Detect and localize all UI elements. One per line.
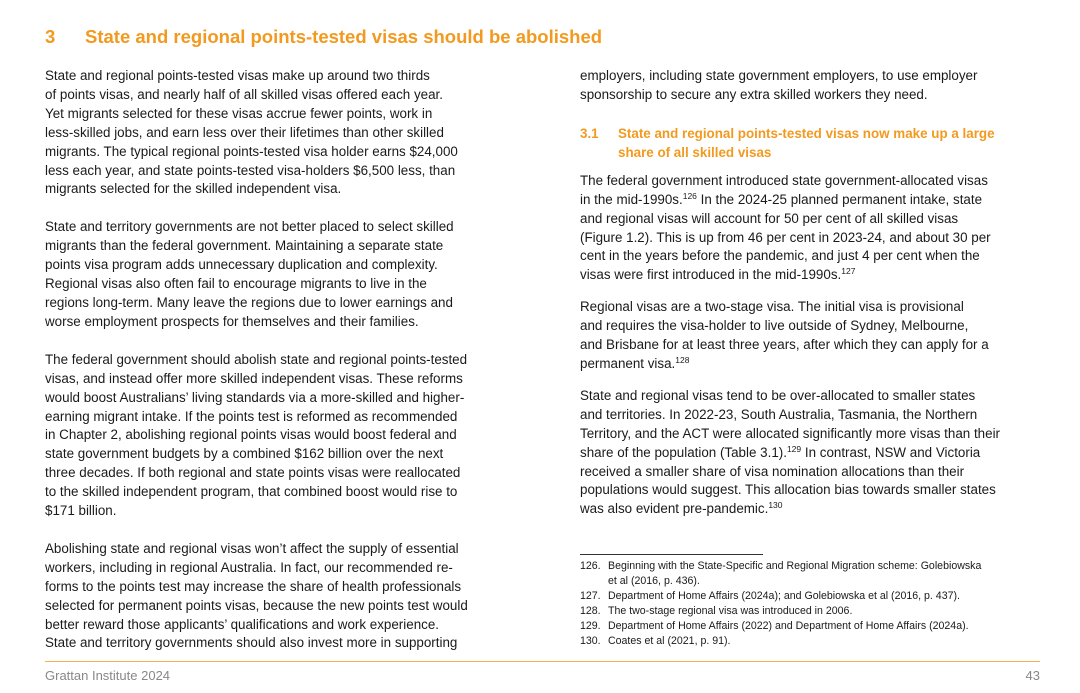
footnote-ref[interactable]: 126 — [682, 190, 697, 201]
footnote — [580, 604, 1040, 619]
footnote-text: Department of Home Affairs (2022) and Department of Home Affairs (2024a). — [608, 620, 969, 633]
paragraph — [580, 387, 1042, 519]
subsection-number: 3.1 — [580, 125, 599, 141]
paragraph: employers, including state government employers, to use employer sponsorship to secure any extra skilled workers they need. — [580, 68, 978, 102]
paragraph: The federal government should abolish state and regional points-tested visas, and instead offer more skilled independent visas. These reforms would boost Australians’ living standards via a more-skilled and higher- earning migrant intake. If the points test is reformed as recommended in Chapter 2, abolishing regional points visas would boost federal and state government budgets by a combined $162 billion over the next three decades. If both regional and state points visas were reallocated to the skilled independent program, that combined boost would rise to $171 billion. — [45, 351, 468, 519]
page-number: 43 — [1025, 668, 1040, 683]
footnote-text: Beginning with the State-Specific and Regional Migration scheme: Golebiowska et al (2016, p. 436). — [608, 560, 982, 588]
section-title: State and regional points-tested visas should be abolished — [85, 26, 603, 47]
footnote-number: 128. — [580, 605, 601, 618]
footnote-ref[interactable]: 129 — [786, 443, 802, 454]
footnote — [580, 619, 1040, 634]
paragraph-text: In the 2024-25 planned permanent intake, state and regional visas will account for 50 per cent of all skilled visas (Figure 1.2). This is up from 46 per cent in 2023-24, and about 30 per cent in the years before the pandemic, and just 4 per cent when the visas were first introduced in the mid-1990s. — [580, 191, 991, 283]
footnote-ref[interactable]: 127 — [841, 266, 856, 277]
footnote-text: Department of Home Affairs (2024a); and Golebiowska et al (2016, p. 437). — [608, 590, 960, 603]
paragraph-text: Regional visas are a two-stage visa. The initial visa is provisional and requires the visa-holder to live outside of Sydney, Melbourne, and Brisbane for at least three years, after which they can apply for a permanent visa. — [580, 299, 989, 371]
footnote — [580, 559, 1040, 589]
footnote-text: Coates et al (2021, p. 91). — [608, 635, 731, 648]
section-heading — [45, 26, 602, 48]
footnote-ref[interactable]: 130 — [768, 500, 783, 511]
footnotes — [580, 559, 1040, 650]
footnote-text: The two-stage regional visa was introduced in 2006. — [608, 605, 853, 618]
paragraph — [580, 172, 1042, 285]
footnote-number: 129. — [580, 620, 601, 633]
paragraph — [580, 298, 1042, 374]
footnote — [580, 634, 1040, 649]
footnote-number: 130. — [580, 635, 601, 648]
subsection-heading — [580, 124, 1042, 162]
footer-publisher: Grattan Institute 2024 — [45, 668, 171, 683]
paragraph: State and territory governments are not better placed to select skilled migrants than the federal government. Maintaining a separate state points visa program adds unnecessary duplication and complexity. Regional visas also often fail to encourage migrants to live in the regions long-term. Many leave the regions due to lower earnings and worse employment prospects for themselves and their families. — [45, 219, 454, 329]
footnote-ref[interactable]: 128 — [675, 354, 690, 365]
paragraph: Abolishing state and regional visas won’t affect the supply of essential workers, including in regional Australia. In fact, our recommended re- forms to the points test may increase the share of health professionals selected for permanent points visas, because the new points test would better reward those applicants’ qualifications and work experience. State and territory governments should also invest more in supporting — [45, 540, 468, 651]
paragraph-text: In contrast, NSW and Victoria received a smaller share of visa nomination allocations than their populations would suggest. This allocation bias towards smaller states was also evident pre-pandemic. — [580, 444, 996, 517]
subsection-title: State and regional points-tested visas now make up a large share of all skilled visas — [618, 125, 995, 160]
paragraph-text: State and regional visas tend to be over-allocated to smaller states and territories. In 2022-23, South Australia, Tasmania, the Northern Territory, and the ACT were allocated significantly more visas than their share of the population (Table 3.1). — [580, 387, 1001, 460]
left-column — [45, 67, 507, 672]
footer-divider — [45, 661, 1040, 662]
paragraph-text: The federal government introduced state government-allocated visas in the mid-1990s. — [580, 172, 988, 207]
footnote-number: 126. — [580, 560, 601, 572]
paragraph: State and regional points-tested visas make up around two thirds of points visas, and nearly half of all skilled visas offered each year. Yet migrants selected for these visas accrue fewer points, work in less-skilled jobs, and earn less over their lifetimes than other skilled migrants. The typical regional points-tested visa holder earns $24,000 less each year, and state points-tested visa-holders $6,500 less, than migrants selected for the skilled independent visa. — [45, 68, 458, 197]
footnote-divider — [580, 554, 763, 555]
section-number: 3 — [45, 26, 56, 47]
right-column — [580, 67, 1042, 532]
footnote — [580, 589, 1040, 604]
footnote-number: 127. — [580, 590, 601, 603]
